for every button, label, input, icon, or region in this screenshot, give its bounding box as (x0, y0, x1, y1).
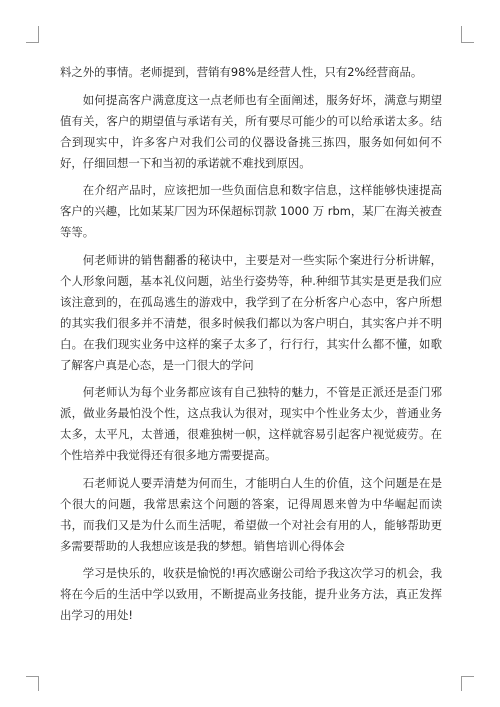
crop-mark-top-right (461, 26, 474, 43)
document-body (60, 62, 442, 633)
paragraph-4: 何老师讲的销售翻番的秘诀中，主要是对一些实际个案进行分析讲解，个人形象问题，基本礼仪问题，站坐行姿势等，种.种细节其实是更是我们应该注意到的，在孤岛逃生的游戏中，我学到了在分析客户心态中，客户所想的其实我们很多并不清楚，很多时候我们都以为客户明白，其实客户并不明白。在我们现实业务中这样的案子太多了，行行行，其实什么都不懂，如歌了解客户真是心态，是一门很大的学问 (60, 252, 442, 372)
paragraph-2: 如何提高客户满意度这一点老师也有全面阐述，服务好坏，满意与期望值有关，客户的期望值与承诺有关，所有要尽可能少的可以给承诺太多。结合到现实中，许多客户对我们公司的仪器设备挑三拣四，服务如何如何不好，仔细回想一下和当初的承诺就不难找到原因。 (60, 92, 442, 170)
paragraph-1: 料之外的事情。老师提到，营销有98%是经营人性，只有2%经营商品。 (60, 65, 423, 79)
crop-mark-bottom-right (461, 676, 474, 691)
paragraph-7: 学习是快乐的，收获是愉悦的!再次感谢公司给予我这次学习的机会，我将在今后的生活中学以致用，不断提高业务技能，提升业务方法，真正发挥出学习的用处! (60, 566, 442, 622)
paragraph-5: 何老师认为每个业务都应该有自己独特的魅力，不管是正派还是歪门邪派，做业务最怕没个性，这点我认为很对，现实中个性业务太少，普通业务太多，太平凡，太普通，很难独树一帜，这样就容易引起客户视觉疲劳。在个性培养中我觉得还有很多地方需要提高。 (60, 385, 442, 462)
crop-mark-top-left (26, 26, 39, 43)
crop-mark-bottom-left (26, 676, 39, 691)
paragraph-6: 石老师说人要弄清楚为何而生，才能明白人生的价值，这个问题是在是个很大的问题，我常思索这个问题的答案，记得周恩来曾为中华崛起而读书，而我们又是为什么而生活呢，希望做一个对社会有用的人，能够帮助更多需要帮助的人我想应该是我的梦想。销售培训心得体会 (60, 475, 442, 553)
paragraph-3: 在介绍产品时，应该把加一些负面信息和数字信息，这样能够快速提高客户的兴趣，比如某某厂因为环保超标罚款 1000 万 rbm，某厂在海关被查等等。 (60, 183, 442, 239)
